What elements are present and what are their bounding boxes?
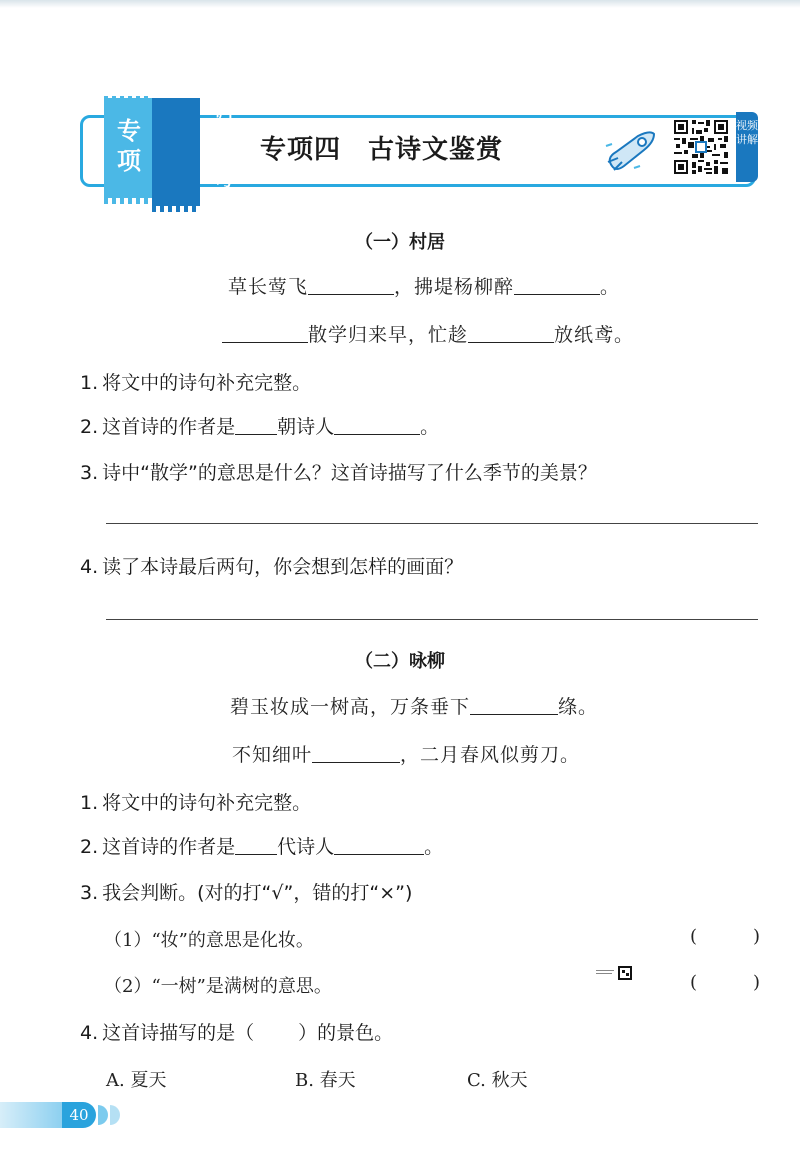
question-text: 代诗人 (277, 836, 335, 858)
paren-open: ( (690, 972, 698, 993)
qr-code-icon[interactable] (672, 118, 730, 176)
question-text: 。 (420, 416, 440, 438)
question-text: 诗中“散学”的意思是什么？这首诗描写了什么季节的美景？ (102, 462, 597, 484)
paren-close: ) (752, 926, 760, 947)
question-number: 3. (80, 882, 99, 904)
poem-text: 草长莺飞 (228, 276, 309, 298)
question-text: 将文中的诗句补充完整。 (102, 792, 312, 814)
answer-line[interactable] (106, 523, 758, 524)
question-number: 1. (80, 792, 99, 814)
question-item (80, 552, 463, 579)
question-text: 朝诗人 (277, 416, 335, 438)
question-number: 2. (80, 416, 99, 438)
section-title-yongliu: （二）咏柳 (355, 651, 445, 672)
judge-item: （2）“一树”是满树的意思。 (104, 976, 332, 997)
fill-blank[interactable] (470, 695, 558, 715)
question-text: 将文中的诗句补充完整。 (102, 372, 312, 394)
footer-chevron (98, 1105, 108, 1125)
judge-item: （1）“妆”的意思是化妆。 (104, 930, 314, 951)
answer-line[interactable] (106, 619, 758, 620)
option-b[interactable]: B. 春天 (295, 1070, 356, 1091)
fill-blank[interactable] (235, 415, 277, 435)
question-text: 读了本诗最后两句，你会想到怎样的画面？ (102, 556, 464, 578)
fill-blank[interactable] (312, 743, 400, 763)
poem-text: 散学归来早，忙趁 (308, 324, 469, 346)
question-item (80, 458, 597, 485)
question-item (80, 412, 439, 439)
footer-chevron (110, 1105, 120, 1125)
option-c[interactable]: C. 秋天 (467, 1070, 528, 1091)
question-text: ）的景色。 (298, 1022, 394, 1044)
question-item (80, 832, 443, 859)
question-item (80, 1018, 393, 1045)
badge-left-tab (104, 98, 152, 198)
option-a[interactable]: A. 夏天 (106, 1070, 167, 1091)
fill-blank[interactable] (235, 835, 277, 855)
question-number: 4. (80, 1022, 99, 1044)
question-number: 1. (80, 372, 99, 394)
poem-text: 碧玉妆成一树高，万条垂下 (230, 696, 471, 718)
poem-text: 绦。 (558, 696, 599, 718)
judge-answer-box[interactable] (690, 972, 760, 993)
poem-line (230, 692, 598, 719)
fill-blank[interactable] (308, 275, 394, 295)
page-number: 40 (62, 1102, 96, 1128)
badge-right-tab (152, 98, 233, 206)
poem-text: 放纸鸢。 (554, 324, 635, 346)
page-top-edge (0, 0, 800, 8)
rocket-icon (604, 128, 660, 172)
question-number: 3. (80, 462, 99, 484)
question-number: 4. (80, 556, 99, 578)
paren-open: ( (690, 926, 698, 947)
footer-bar (0, 1102, 62, 1128)
question-item (80, 368, 311, 395)
question-text: 。 (424, 836, 444, 858)
question-text: 这首诗的作者是 (102, 416, 236, 438)
paren-close: ) (752, 972, 760, 993)
fill-blank[interactable] (334, 415, 420, 435)
question-item (80, 878, 412, 905)
question-number: 2. (80, 836, 99, 858)
poem-line (228, 272, 620, 299)
question-text: 这首诗描写的是（ (102, 1022, 255, 1044)
fill-blank[interactable] (334, 835, 424, 855)
poem-text: ，二月春风似剪刀。 (400, 744, 581, 766)
video-explanation-tab[interactable]: 视频讲解 (736, 112, 758, 182)
question-text: 这首诗的作者是 (102, 836, 236, 858)
badge-sub-label: 归类复习 (215, 104, 233, 191)
section-badge (104, 98, 233, 206)
page-title: 专项四 古诗文鉴赏 (260, 135, 504, 165)
poem-line (222, 320, 634, 347)
poem-line (232, 740, 580, 767)
question-text: 我会判断。(对的打“√”，错的打“×”) (102, 882, 413, 904)
poem-text: 。 (600, 276, 621, 298)
section-title-cunju: （一）村居 (355, 232, 445, 253)
poem-text: 不知细叶 (232, 744, 313, 766)
poem-text: ，拂堤杨柳醉 (394, 276, 515, 298)
small-qr-icon (596, 965, 636, 981)
badge-main-label: 专项 (117, 117, 141, 175)
fill-blank[interactable] (514, 275, 600, 295)
judge-answer-box[interactable] (690, 926, 760, 947)
question-item (80, 788, 311, 815)
fill-blank[interactable] (222, 323, 308, 343)
fill-blank[interactable] (468, 323, 554, 343)
